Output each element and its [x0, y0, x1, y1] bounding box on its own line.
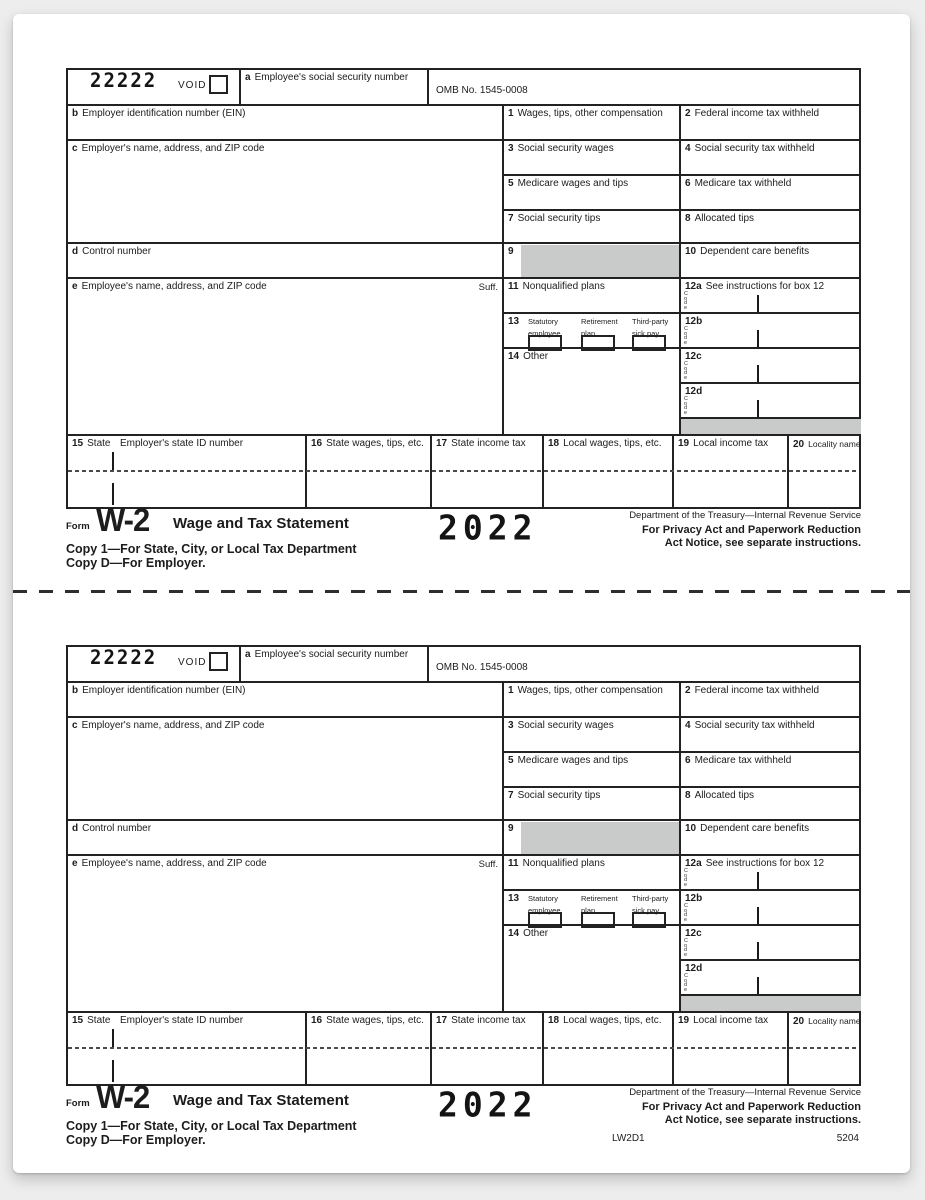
box-6-label: Medicare tax withheld: [694, 755, 792, 766]
box-c-label: Employer's name, address, and ZIP code: [81, 143, 265, 154]
box-8-label: Allocated tips: [694, 790, 755, 801]
state-row-dashed-line: [68, 470, 859, 472]
statutory-employee-label-line1: Statutory: [528, 317, 559, 326]
box-d-label: Control number: [82, 246, 152, 257]
box-a-letter: a: [245, 649, 251, 660]
box-16-label: State wages, tips, etc.: [326, 1015, 424, 1026]
box-d-label: Control number: [82, 823, 152, 834]
box-11-cell: [502, 854, 681, 891]
box-d-letter: d: [72, 246, 79, 257]
box-5-label: Medicare wages and tips: [517, 178, 629, 189]
box-1-number: 1: [508, 685, 514, 696]
void-label: VOID: [178, 657, 207, 668]
perforation-line: [13, 590, 910, 593]
box-a-cell: [239, 70, 429, 104]
copy-lines: [66, 542, 357, 570]
tax-year: 2022: [438, 1085, 538, 1125]
box-2-cell: [679, 681, 861, 718]
box-c-cell: [68, 139, 502, 244]
suffix-label: Suff.: [478, 859, 498, 870]
omb-number: OMB No. 1545-0008: [436, 85, 528, 96]
box-e-letter: e: [72, 281, 78, 292]
copy-line-d: Copy D—For Employer.: [66, 556, 206, 570]
box-12a-label: See instructions for box 12: [705, 858, 825, 869]
box-16-label: State wages, tips, etc.: [326, 438, 424, 449]
statutory-employee-label-line2: employee: [528, 329, 561, 338]
box-8-label: Allocated tips: [694, 213, 755, 224]
w2-grid: [66, 68, 861, 509]
sheet-number: 5204: [836, 1133, 859, 1144]
box-12d-number: 12d: [685, 963, 703, 974]
form-word: Form: [66, 521, 90, 532]
box-3-number: 3: [508, 143, 514, 154]
box-5-number: 5: [508, 178, 514, 189]
box-2-label: Federal income tax withheld: [694, 108, 820, 119]
box-13-number: 13: [508, 893, 520, 904]
box-2-cell: [679, 104, 861, 141]
box-17-number: 17: [436, 1015, 448, 1026]
tax-year: 2022: [438, 508, 538, 548]
box-16-number: 16: [311, 1015, 323, 1026]
box-12a-number: 12a: [685, 281, 702, 292]
copy-line-1: Copy 1—For State, City, or Local Tax Department: [66, 542, 357, 556]
box-9-shaded-area: [521, 822, 680, 855]
control-code: 22222: [90, 69, 158, 93]
box-15-upper-divider: [112, 1029, 114, 1049]
box-b-label: Employer identification number (EIN): [82, 108, 246, 119]
box-1-number: 1: [508, 108, 514, 119]
box-c-label: Employer's name, address, and ZIP code: [81, 720, 265, 731]
void-checkbox: [209, 75, 228, 94]
box-8-number: 8: [685, 790, 691, 801]
retirement-plan-label-line2: plan: [581, 906, 596, 915]
department-line: Department of the Treasury—Internal Revenue Service: [629, 510, 861, 521]
box-10-label: Dependent care benefits: [700, 823, 810, 834]
box-15-number: 15: [72, 1015, 84, 1026]
box-12c-cell: [679, 347, 861, 384]
privacy-line1: For Privacy Act and Paperwork Reduction: [641, 1101, 861, 1113]
box-19-label: Local income tax: [693, 438, 769, 449]
box-19-label: Local income tax: [693, 1015, 769, 1026]
box-6-number: 6: [685, 178, 691, 189]
box-7-cell: [502, 209, 681, 244]
box-3-label: Social security wages: [517, 720, 614, 731]
statutory-employee-label-line2: employee: [528, 906, 561, 915]
box-4-number: 4: [685, 720, 691, 731]
box-12d-code-label: Code: [684, 973, 688, 993]
privacy-line2: Act Notice, see separate instructions.: [664, 1114, 861, 1126]
box-1-cell: [502, 681, 681, 718]
box-9-cell: [502, 819, 681, 856]
box-12b-number: 12b: [685, 893, 703, 904]
state-row-dashed-line: [68, 1047, 859, 1049]
box-20-label: Locality name: [808, 439, 861, 449]
statutory-employee-label-line1: Statutory: [528, 894, 559, 903]
box-10-cell: [679, 819, 861, 856]
box-20-number: 20: [793, 439, 805, 450]
w2-copy-top: [66, 68, 866, 580]
retirement-plan-group: [581, 893, 631, 917]
box-5-label: Medicare wages and tips: [517, 755, 629, 766]
box-b-cell: [68, 104, 502, 141]
box-12d-divider: [757, 977, 759, 994]
box-12a-code-label: Code: [684, 291, 688, 311]
box-12d-number: 12d: [685, 386, 703, 397]
w2-grid: [66, 645, 861, 1086]
box-a-cell: [239, 647, 429, 681]
form-title: Wage and Tax Statement: [173, 1092, 349, 1109]
box-9-number: 9: [508, 246, 514, 257]
box-12c-number: 12c: [685, 928, 702, 939]
box-12b-cell: [679, 889, 861, 926]
box-d-letter: d: [72, 823, 79, 834]
box-e-label: Employee's name, address, and ZIP code: [81, 281, 267, 292]
copy-line-1: Copy 1—For State, City, or Local Tax Department: [66, 1119, 357, 1133]
box-10-number: 10: [685, 246, 697, 257]
box-11-number: 11: [508, 281, 519, 292]
box-a-label: Employee's social security number: [254, 72, 409, 83]
box-12b-code-label: Code: [684, 326, 688, 346]
omb-cell: [427, 647, 861, 681]
box-c-cell: [68, 716, 502, 821]
privacy-line2: Act Notice, see separate instructions.: [664, 537, 861, 549]
box-b-label: Employer identification number (EIN): [82, 685, 246, 696]
box-6-cell: [679, 174, 861, 211]
statutory-employee-group: [528, 893, 578, 917]
box-8-cell: [679, 209, 861, 244]
box-2-number: 2: [685, 108, 691, 119]
third-party-sick-pay-label-line1: Third-party: [632, 894, 669, 903]
box-18-number: 18: [548, 1015, 560, 1026]
box-10-label: Dependent care benefits: [700, 246, 810, 257]
box-13-cell: [502, 312, 681, 349]
box-12c-number: 12c: [685, 351, 702, 362]
box-9-shaded-area: [521, 245, 680, 278]
box-3-label: Social security wages: [517, 143, 614, 154]
form-title: Wage and Tax Statement: [173, 515, 349, 532]
box-10-cell: [679, 242, 861, 279]
privacy-line1: For Privacy Act and Paperwork Reduction: [641, 524, 861, 536]
box-10-number: 10: [685, 823, 697, 834]
print-code: LW2D1: [612, 1133, 645, 1144]
w2-copy-bottom: [66, 645, 866, 1157]
box-12d-divider: [757, 400, 759, 417]
void-label: VOID: [178, 80, 207, 91]
box-5-cell: [502, 174, 681, 211]
box-2-number: 2: [685, 685, 691, 696]
box-18-label: Local wages, tips, etc.: [563, 1015, 662, 1026]
form-word: Form: [66, 1098, 90, 1109]
box-11-number: 11: [508, 858, 519, 869]
box-15-state-label: State: [87, 438, 111, 449]
box-11-cell: [502, 277, 681, 314]
box-e-cell: [68, 854, 502, 1013]
box-12a-cell: [679, 854, 861, 891]
box-14-label: Other: [523, 351, 549, 362]
box-18-label: Local wages, tips, etc.: [563, 438, 662, 449]
box-7-number: 7: [508, 213, 514, 224]
box-20-number: 20: [793, 1016, 805, 1027]
box-12c-code-label: Code: [684, 361, 688, 381]
box-17-label: State income tax: [451, 1015, 526, 1026]
void-checkbox: [209, 652, 228, 671]
box-d-cell: [68, 242, 502, 279]
box-d-cell: [68, 819, 502, 856]
box-12b-cell: [679, 312, 861, 349]
box-14-cell: [502, 347, 681, 436]
box-7-label: Social security tips: [517, 213, 601, 224]
box-12a-label: See instructions for box 12: [705, 281, 825, 292]
box-c-letter: c: [72, 720, 78, 731]
box-18-number: 18: [548, 438, 560, 449]
box-4-cell: [679, 716, 861, 753]
box-e-cell: [68, 277, 502, 436]
box-9-cell: [502, 242, 681, 279]
box-3-cell: [502, 139, 681, 176]
box-7-label: Social security tips: [517, 790, 601, 801]
box-a-letter: a: [245, 72, 251, 83]
box-5-cell: [502, 751, 681, 788]
box-6-cell: [679, 751, 861, 788]
box-6-label: Medicare tax withheld: [694, 178, 792, 189]
box-15-ein-label: Employer's state ID number: [120, 438, 244, 449]
box-c-letter: c: [72, 143, 78, 154]
box-e-letter: e: [72, 858, 78, 869]
box-14-number: 14: [508, 351, 520, 362]
box-2-label: Federal income tax withheld: [694, 685, 820, 696]
department-line: Department of the Treasury—Internal Revenue Service: [629, 1087, 861, 1098]
box-12c-divider: [757, 942, 759, 959]
box-8-number: 8: [685, 213, 691, 224]
omb-number: OMB No. 1545-0008: [436, 662, 528, 673]
w2-form: [66, 645, 861, 1157]
box-12a-code-label: Code: [684, 868, 688, 888]
retirement-plan-label-line1: Retirement: [581, 894, 618, 903]
box-14-cell: [502, 924, 681, 1013]
box-11-label: Nonqualified plans: [522, 281, 605, 292]
box-15-ein-label: Employer's state ID number: [120, 1015, 244, 1026]
box-a-label: Employee's social security number: [254, 649, 409, 660]
copy-line-d: Copy D—For Employer.: [66, 1133, 206, 1147]
control-code: 22222: [90, 646, 158, 670]
box-1-label: Wages, tips, other compensation: [517, 108, 663, 119]
box-3-number: 3: [508, 720, 514, 731]
control-code-cell: [68, 70, 239, 104]
retirement-plan-label-line1: Retirement: [581, 317, 618, 326]
box-b-letter: b: [72, 108, 79, 119]
box-1-cell: [502, 104, 681, 141]
box-13-number: 13: [508, 316, 520, 327]
box-17-label: State income tax: [451, 438, 526, 449]
box-15-state-label: State: [87, 1015, 111, 1026]
box-1-label: Wages, tips, other compensation: [517, 685, 663, 696]
box-12b-code-label: Code: [684, 903, 688, 923]
box-11-label: Nonqualified plans: [522, 858, 605, 869]
third-party-sick-pay-label-line1: Third-party: [632, 317, 669, 326]
privacy-notice: [642, 524, 861, 550]
box-16-number: 16: [311, 438, 323, 449]
omb-cell: [427, 70, 861, 104]
box-13-cell: [502, 889, 681, 926]
box-19-number: 19: [678, 1015, 690, 1026]
third-party-sick-pay-label-line2: sick pay: [632, 906, 660, 915]
box-12a-divider: [757, 295, 759, 312]
box-8-cell: [679, 786, 861, 821]
box-12d-cell: [679, 382, 861, 419]
box-12d-code-label: Code: [684, 396, 688, 416]
suffix-label: Suff.: [478, 282, 498, 293]
retirement-plan-label-line2: plan: [581, 329, 596, 338]
statutory-employee-group: [528, 316, 578, 340]
box-7-cell: [502, 786, 681, 821]
box-12c-code-label: Code: [684, 938, 688, 958]
copy-lines: [66, 1119, 357, 1147]
box-14-number: 14: [508, 928, 520, 939]
box-17-number: 17: [436, 438, 448, 449]
box-12b-divider: [757, 907, 759, 924]
box-12a-divider: [757, 872, 759, 889]
box-12a-number: 12a: [685, 858, 702, 869]
box-12c-cell: [679, 924, 861, 961]
paper-sheet: [13, 14, 910, 1173]
box-4-cell: [679, 139, 861, 176]
box-5-number: 5: [508, 755, 514, 766]
third-party-sick-pay-group: [632, 893, 682, 917]
box-12c-divider: [757, 365, 759, 382]
box-4-number: 4: [685, 143, 691, 154]
box-b-cell: [68, 681, 502, 718]
box-14-label: Other: [523, 928, 549, 939]
privacy-notice: [642, 1101, 861, 1127]
box-20-label: Locality name: [808, 1016, 861, 1026]
box-3-cell: [502, 716, 681, 753]
third-party-sick-pay-label-line2: sick pay: [632, 329, 660, 338]
box-b-letter: b: [72, 685, 79, 696]
form-number-title: W-2: [96, 1079, 150, 1116]
box-12d-cell: [679, 959, 861, 996]
box-12b-divider: [757, 330, 759, 347]
box-e-label: Employee's name, address, and ZIP code: [81, 858, 267, 869]
box-4-label: Social security tax withheld: [694, 720, 815, 731]
box-12a-cell: [679, 277, 861, 314]
box-6-number: 6: [685, 755, 691, 766]
box-15-number: 15: [72, 438, 84, 449]
third-party-sick-pay-group: [632, 316, 682, 340]
box-9-number: 9: [508, 823, 514, 834]
retirement-plan-group: [581, 316, 631, 340]
control-code-cell: [68, 647, 239, 681]
box-12b-number: 12b: [685, 316, 703, 327]
w2-form: [66, 68, 861, 580]
box-7-number: 7: [508, 790, 514, 801]
form-number-title: W-2: [96, 502, 150, 539]
box-19-number: 19: [678, 438, 690, 449]
box-15-upper-divider: [112, 452, 114, 472]
box-4-label: Social security tax withheld: [694, 143, 815, 154]
